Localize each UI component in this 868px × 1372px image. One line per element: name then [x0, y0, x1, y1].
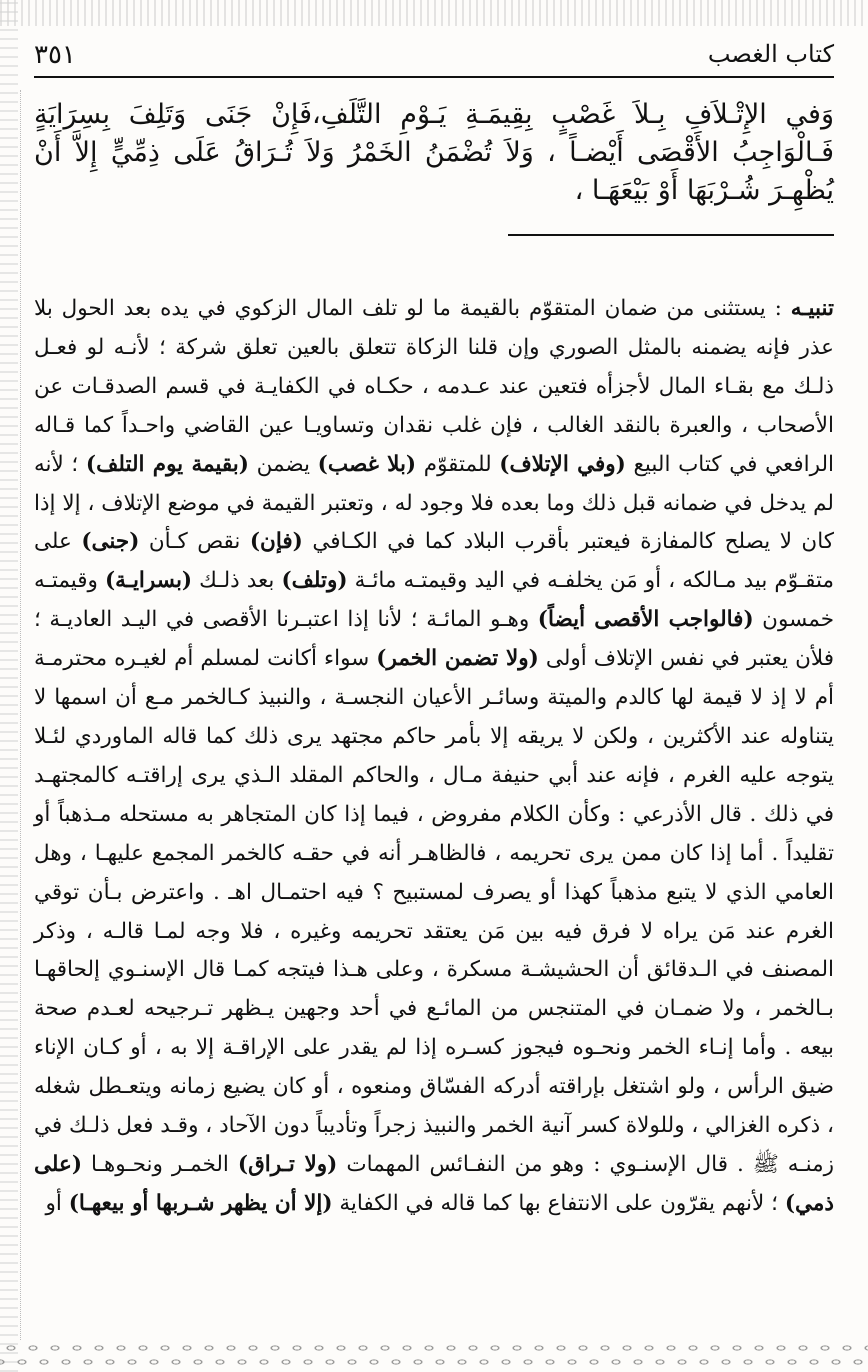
commentary-segment: يضمن: [248, 451, 318, 477]
commentary-segment: وقيمتـه خمسون: [34, 568, 834, 633]
quoted-matn-phrase: (بسرايـة): [104, 568, 193, 594]
scan-edge-top: [0, 0, 868, 26]
commentary-text: [34, 290, 834, 1224]
page-header: [34, 36, 834, 78]
quoted-matn-phrase: (ولا تـراق): [237, 1151, 338, 1177]
quoted-matn-phrase: (بقيمة يوم التلف): [85, 451, 249, 477]
running-title: كتاب الغصب: [707, 40, 834, 68]
quoted-matn-phrase: (فالواجب الأقصى أيضاً): [537, 607, 754, 633]
commentary-segment: على متقـوّم بيد مـالكه ، أو مَن يخلفـه في اليد وقيمتـه مائـة: [34, 529, 834, 594]
commentary-segment: ؛ لأنه لم يدخل في ضمانه قبل ذلك وما بعده فلا وجود له ، وتعتبر القيمة في موضع الإتلاف ، إلا إذا كان لا يصلح كالمفازة فيعتبر بأقرب البلاد كما في الكـافي: [34, 451, 835, 555]
text-separator-line: [508, 234, 834, 236]
quoted-matn-phrase: (إلا أن يظهر شـربها أو بيعهـا): [68, 1190, 333, 1216]
commentary-segment: أو: [45, 1190, 69, 1216]
quoted-matn-phrase: (وفي الإتلاف): [499, 451, 626, 477]
quoted-matn-phrase: (فإن): [249, 529, 303, 555]
quoted-matn-phrase: (وتلف): [281, 568, 348, 594]
main-text: وَفي الإِتْـلاَفِ بِـلاَ غَصْبٍ بِقِيمَـةِ يَـوْمِ التَّلَفِ،فَإِنْ جَنَى وَتَلِفَ بِسِرَايَةٍ فَـالْوَاجِبُ الأَقْصَى أَيْضـاً ، وَلاَ تُضْمَنُ الخَمْرُ وَلاَ تُـرَاقُ عَلَى ذِمِّيٍّ إِلاَّ أَنْ يُظْهِـرَ شُـرْبَهَا أَوْ بَيْعَهَـا ،: [34, 99, 834, 206]
quoted-matn-phrase: (على ذمي): [34, 1151, 834, 1216]
page-number: ٣٥١: [34, 40, 76, 70]
commentary-segment: سواء أكانت لمسلم أم لغيـره محترمـة أم لا إذ لا قيمة لها كالدم والميتة وسائـر الأعيان النجسـة ، والنبيذ كـالخمر مـع أن اسمها لا يتناوله عند الأكثرين ، ولكن لا يريقه إلا بأمر حاكم مجتهد يرى ذلك كما قاله الماوردي لئـلا يتوجه عليه الغرم ، فإنه عند أبي حنيفة مـال ، والحاكم المقلد الـذي يرى إراقتـه كالمجتهـد في ذلك . قال الأذرعي : وكأن الكلام مفروض ، فيما إذا كان المتجاهر به مستحله مـذهباً أو تقليداً . أما إذا كان ممن يرى تحريمه ، فالظاهـر أنه في حقـه كالخمر المجمع عليهـا ، وهل العامي الذي لا يتبع مذهباً كهذا أو يصرف لمستبيح ؟ فيه احتمـال اهـ . واعترض بـأن توقي الغرم عند مَن يراه لا فرق فيه بين مَن يعتقد تحريمه وغيره ، فلا وجه لمـا قالـه ، وذكر المصنف في الـدقائق أن الحشيشـة مسكرة ، وعلى هـذا فيتجه كمـا قال الإسنـوي إلحاقهـا بـالخمر ، ولا ضمـان في المتنجس من المائـع في أحد وجهين يـظهر تـرجيحه لعـدم صحة بيعه . وأما إنـاء الخمر ونحـوه فيجوز كسـره إذا لم يقدر على الإراقـة إلا به ، أو كـان الإناء ضيق الرأس ، ولو اشتغل بإراقته أدركه الفسّاق ومنعوه ، أو كان يضيع زمانه ويتعـطل شغله ، ذكره الغزالي ، وللولاة كسر آنية الخمر والنبيذ زجراً وتأديباً دون الآحاد ، وقـد فعل ذلـك في زمنـه ﷺ . قال الإسنـوي : وهو من النفـائس المهمات: [34, 646, 835, 1177]
page-margin-line: [20, 90, 22, 1340]
quoted-matn-phrase: (بلا غصب): [317, 451, 417, 477]
decorative-border-bottom: [0, 1342, 868, 1372]
commentary-segment: : يستثنى من ضمان المتقوّم بالقيمة ما لو تلف المال الزكوي في يده بعد الحول بلا عذر فإنه يضمنه بالمثل الصوري وإن قلنا الزكاة تتعلق بالعين تعلق شركة ؛ لأنـه لو فعـل ذلـك مع بقـاء المال لأجزأه فتعين عند عـدمه ، حكـاه في الكفايـة في قسم الصدقـات عن الأصحاب ، والعبرة بالنقد الغالب ، فإن غلب نقدان وتساويـا عين القاضي واحـداً كما قـاله الرافعي في كتاب البيع: [34, 296, 834, 477]
scan-edge-left: [0, 0, 18, 1372]
commentary-segment: ؛ لأنهم يقرّون على الانتفاع بها كما قاله في الكفاية: [332, 1190, 785, 1216]
commentary-segment: وهـو المائـة ؛ لأنا إذا اعتبـرنا الأقصى في اليـد العاديـة ؛ فلأن يعتبر في نفس الإتلاف أولى: [34, 607, 834, 672]
quoted-matn-phrase: (ولا تضمن الخمر): [376, 646, 539, 672]
commentary-segment: بعد ذلـك: [192, 568, 282, 594]
commentary-segment: نقص كـأن: [139, 529, 250, 555]
commentary-segment: للمتقوّم: [416, 451, 500, 477]
quoted-matn-phrase: (جنى): [81, 529, 140, 555]
quoted-matn-phrase: تنبيـه: [790, 296, 834, 321]
commentary-segment: الخمـر ونحـوهـا: [82, 1151, 238, 1177]
